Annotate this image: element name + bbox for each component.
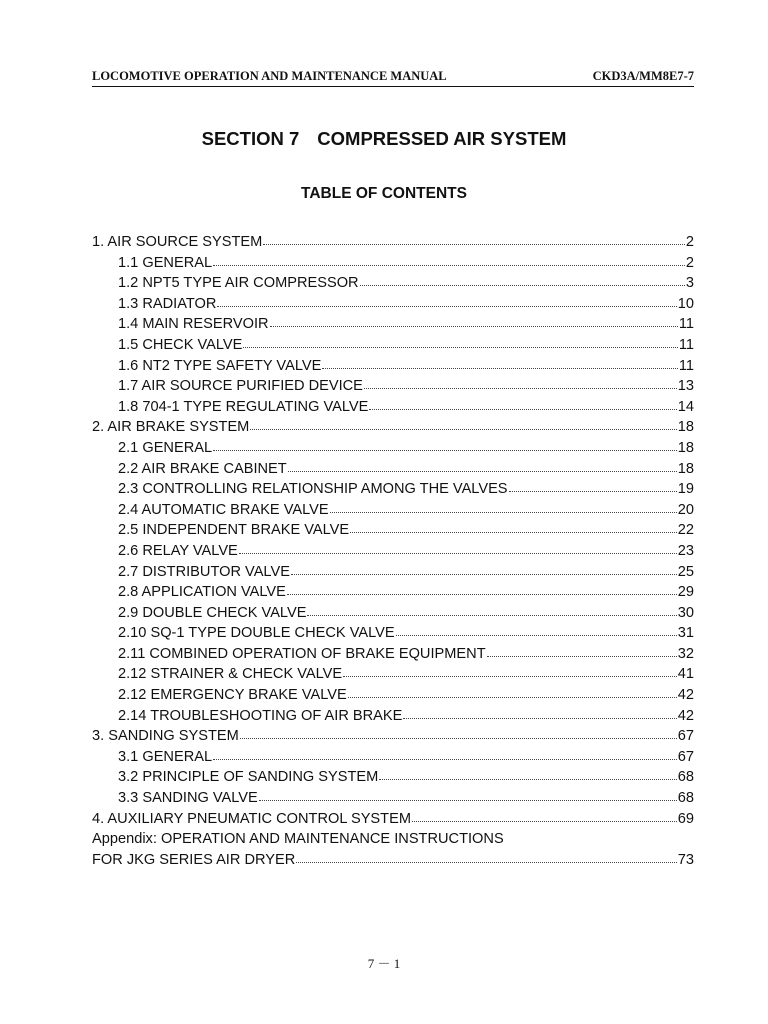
section-title [0, 128, 768, 150]
toc-entry-subsection[interactable] [92, 664, 694, 685]
dot-leader [288, 471, 677, 472]
toc-appendix-line2[interactable] [92, 850, 694, 871]
toc-entry-subsection[interactable] [92, 397, 694, 418]
toc-entry-subsection[interactable] [92, 767, 694, 788]
dot-leader [243, 347, 677, 348]
dot-leader [509, 491, 677, 492]
dot-leader [307, 615, 676, 616]
dot-leader [350, 532, 677, 533]
toc-entry-page: 25 [677, 563, 694, 580]
toc-entry-label: 3.2 PRINCIPLE OF SANDING SYSTEM [118, 769, 379, 786]
toc-entry-page: 3 [685, 275, 694, 292]
toc-entry-label: 1.3 RADIATOR [118, 295, 217, 312]
toc-entry-page: 68 [677, 769, 694, 786]
toc-entry-subsection[interactable] [92, 541, 694, 562]
toc-entry-label: 1.5 CHECK VALVE [118, 336, 243, 353]
toc-entry-label: 1.8 704-1 TYPE REGULATING VALVE [118, 398, 369, 415]
dot-leader [213, 265, 685, 266]
toc-entry-label: 1.7 AIR SOURCE PURIFIED DEVICE [118, 378, 363, 395]
toc-entry-subsection[interactable] [92, 788, 694, 809]
dot-leader [360, 285, 685, 286]
dot-leader [412, 821, 677, 822]
toc-entry-page: 30 [677, 604, 694, 621]
dot-leader [263, 244, 685, 245]
toc-entry-label: 2.4 AUTOMATIC BRAKE VALVE [118, 501, 329, 518]
toc-entry-subsection[interactable] [92, 582, 694, 603]
section-number: SECTION 7 [201, 128, 300, 149]
toc-appendix-label-line2: FOR JKG SERIES AIR DRYER [92, 851, 296, 868]
toc-entry-label: 2.9 DOUBLE CHECK VALVE [118, 604, 307, 621]
toc-entry-label: 2.11 COMBINED OPERATION OF BRAKE EQUIPMENT [118, 645, 486, 662]
dot-leader [487, 656, 677, 657]
toc-entry-label: 2.10 SQ-1 TYPE DOUBLE CHECK VALVE [118, 625, 395, 642]
dot-leader [396, 635, 677, 636]
page-footer-number: 7 － 1 [367, 956, 401, 971]
toc-entry-page: 18 [677, 439, 694, 456]
toc-entry-label: 2.6 RELAY VALVE [118, 542, 238, 559]
dot-leader [348, 697, 677, 698]
dot-leader [213, 759, 677, 760]
dot-leader [291, 574, 677, 575]
manual-title: LOCOMOTIVE OPERATION AND MAINTENANCE MANUAL [92, 69, 447, 83]
dot-leader [343, 676, 677, 677]
section-name: COMPRESSED AIR SYSTEM [317, 128, 567, 149]
document-code: CKD3A/MM8E7-7 [592, 69, 694, 83]
toc-entry-label: 2.12 STRAINER & CHECK VALVE [118, 666, 343, 683]
dot-leader [330, 512, 677, 513]
toc-entry-section[interactable] [92, 809, 694, 830]
dot-leader [239, 553, 677, 554]
dot-leader [250, 429, 676, 430]
toc-entry-subsection[interactable] [92, 623, 694, 644]
dot-leader [403, 718, 676, 719]
toc-entry-label: 3.3 SANDING VALVE [118, 790, 258, 807]
table-of-contents [92, 232, 694, 870]
toc-entry-page: 67 [677, 748, 694, 765]
toc-entry-label: 2.8 APPLICATION VALVE [118, 584, 286, 601]
toc-entry-page: 10 [677, 295, 694, 312]
toc-entry-subsection[interactable] [92, 520, 694, 541]
dot-leader [296, 862, 676, 863]
dot-leader [270, 326, 678, 327]
toc-appendix-page: 73 [677, 851, 694, 868]
toc-entry-page: 11 [678, 357, 694, 374]
toc-appendix-line1[interactable] [92, 829, 694, 850]
dot-leader [322, 368, 678, 369]
toc-entry-page: 69 [677, 810, 694, 827]
toc-entry-page: 2 [685, 254, 694, 271]
toc-entry-page: 23 [677, 542, 694, 559]
toc-entry-page: 11 [678, 316, 694, 333]
toc-entry-page: 18 [677, 460, 694, 477]
toc-entry-label: 2. AIR BRAKE SYSTEM [92, 419, 250, 436]
toc-entry-subsection[interactable] [92, 314, 694, 335]
toc-entry-label: 2.2 AIR BRAKE CABINET [118, 460, 287, 477]
toc-entry-page: 41 [677, 666, 694, 683]
toc-entry-label: 2.3 CONTROLLING RELATIONSHIP AMONG THE VALVES [118, 481, 508, 498]
toc-entry-label: 1.1 GENERAL [118, 254, 213, 271]
toc-entry-label: 2.1 GENERAL [118, 439, 213, 456]
toc-entry-subsection[interactable] [92, 356, 694, 377]
toc-entry-subsection[interactable] [92, 747, 694, 768]
toc-entry-label: 1. AIR SOURCE SYSTEM [92, 234, 263, 250]
toc-entry-page: 32 [677, 645, 694, 662]
toc-entry-section[interactable] [92, 232, 694, 253]
toc-entry-label: 1.6 NT2 TYPE SAFETY VALVE [118, 357, 322, 374]
dot-leader [213, 450, 677, 451]
dot-leader [379, 779, 676, 780]
toc-entry-subsection[interactable] [92, 685, 694, 706]
toc-entry-page: 13 [677, 378, 694, 395]
toc-entry-label: 4. AUXILIARY PNEUMATIC CONTROL SYSTEM [92, 810, 411, 827]
toc-entry-page: 22 [677, 522, 694, 539]
dot-leader [240, 738, 677, 739]
dot-leader [287, 594, 677, 595]
toc-entry-subsection[interactable] [92, 335, 694, 356]
toc-entry-label: 2.14 TROUBLESHOOTING OF AIR BRAKE [118, 707, 403, 724]
toc-heading: TABLE OF CONTENTS [301, 185, 467, 202]
toc-entry-label: 2.7 DISTRIBUTOR VALVE [118, 563, 290, 580]
toc-entry-page: 31 [677, 625, 694, 642]
toc-entry-label: 1.4 MAIN RESERVOIR [118, 316, 269, 333]
toc-entry-section[interactable] [92, 726, 694, 747]
toc-entry-page: 11 [678, 336, 694, 353]
toc-entry-page: 2 [685, 234, 694, 250]
toc-entry-page: 18 [677, 419, 694, 436]
toc-entry-subsection[interactable] [92, 500, 694, 521]
toc-entry-subsection[interactable] [92, 273, 694, 294]
toc-entry-subsection[interactable] [92, 294, 694, 315]
toc-entry-label: 3. SANDING SYSTEM [92, 728, 239, 745]
toc-entry-label: 2.12 EMERGENCY BRAKE VALVE [118, 687, 347, 704]
toc-entry-subsection[interactable] [92, 253, 694, 274]
toc-entry-page: 67 [677, 728, 694, 745]
toc-entry-subsection[interactable] [92, 562, 694, 583]
toc-entry-page: 19 [677, 481, 694, 498]
toc-entry-subsection[interactable] [92, 438, 694, 459]
toc-entry-subsection[interactable] [92, 376, 694, 397]
dot-leader [364, 388, 677, 389]
toc-entry-page: 68 [677, 790, 694, 807]
dot-leader [217, 306, 676, 307]
toc-entry-page: 42 [677, 707, 694, 724]
toc-entry-subsection[interactable] [92, 644, 694, 665]
toc-entry-subsection[interactable] [92, 459, 694, 480]
toc-entry-label: 1.2 NPT5 TYPE AIR COMPRESSOR [118, 275, 359, 292]
toc-entry-page: 42 [677, 687, 694, 704]
toc-entry-label: 2.5 INDEPENDENT BRAKE VALVE [118, 522, 350, 539]
toc-entry-subsection[interactable] [92, 603, 694, 624]
toc-entry-label: 3.1 GENERAL [118, 748, 213, 765]
dot-leader [369, 409, 676, 410]
dot-leader [259, 800, 677, 801]
toc-entry-subsection[interactable] [92, 479, 694, 500]
toc-entry-subsection[interactable] [92, 706, 694, 727]
toc-entry-page: 14 [677, 398, 694, 415]
toc-entry-page: 20 [677, 501, 694, 518]
toc-appendix-label-line1: Appendix: OPERATION AND MAINTENANCE INSTRUCTIONS [92, 831, 504, 848]
toc-entry-section[interactable] [92, 417, 694, 438]
toc-entry-page: 29 [677, 584, 694, 601]
running-header [92, 68, 694, 87]
